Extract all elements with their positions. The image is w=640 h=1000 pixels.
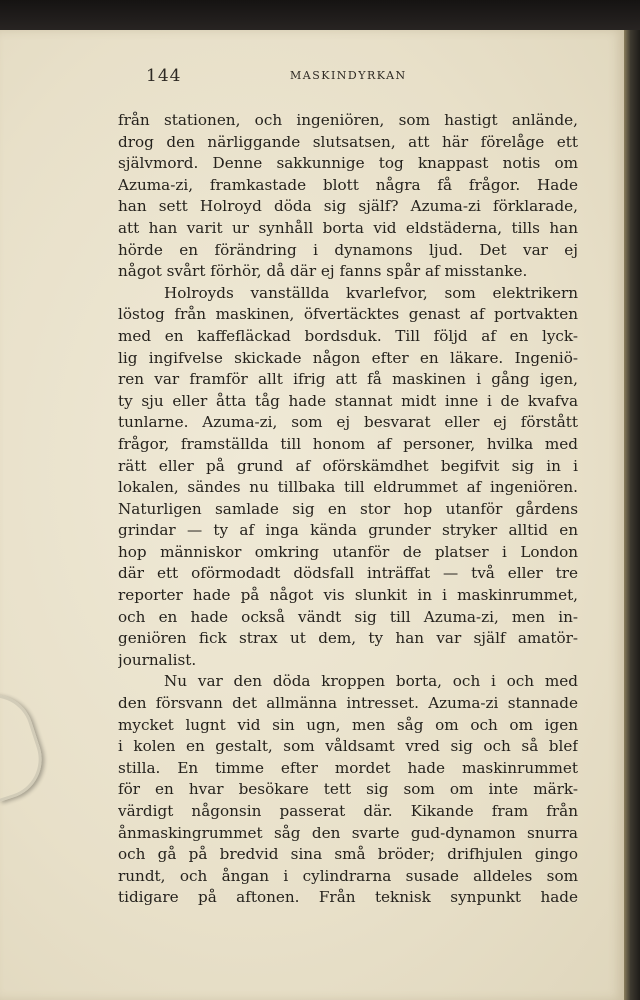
body-text xyxy=(118,110,578,909)
text-line: ren var framför allt ifrig att få maskinen i gång igen, xyxy=(118,370,578,389)
text-line: hop människor omkring utanför de platser i London xyxy=(118,542,578,561)
text-line: där ett oförmodadt dödsfall inträffat — två eller tre xyxy=(118,564,578,583)
text-line: lokalen, sändes nu tillbaka till eldrummet af ingeniören. xyxy=(118,478,578,497)
text-line: geniören fick strax ut dem, ty han var själf amatör- xyxy=(118,629,578,648)
text-line: värdigt någonsin passerat där. Kikande fram från xyxy=(118,802,578,820)
text-line: stilla. En timme efter mordet hade maskinrummet xyxy=(118,758,578,777)
text-line: reporter hade på något vis slunkit in i maskinrummet, xyxy=(118,586,578,605)
text-line: ånmaskingrummet såg den svarte gud-dynamon snurra xyxy=(118,823,578,842)
text-line: och en hade också vändt sig till Azuma-zi, men in- xyxy=(118,607,578,626)
text-line: självmord. Denne sakkunnige tog knappast notis om xyxy=(118,154,578,173)
text-line: Holroyds vanställda kvarlefvor, som elektrikern xyxy=(164,283,578,302)
text-line: tunlarne. Azuma-zi, som ej besvarat eller ej förstått xyxy=(118,413,578,432)
text-line: den försvann det allmänna intresset. Azuma-zi stannade xyxy=(118,694,578,713)
page-number: 144 xyxy=(146,66,182,86)
text-line: löstog från maskinen, öfvertäcktes genast af portvakten xyxy=(118,305,578,324)
text-line: rätt eller på grund af oförskämdhet begifvit sig in i xyxy=(118,456,578,475)
text-line: mycket lugnt vid sin ugn, men såg om och om igen xyxy=(118,715,578,734)
text-line: i kolen en gestalt, som våldsamt vred sig och så blef xyxy=(118,737,578,756)
text-line: från stationen, och ingeniören, som hastigt anlände, xyxy=(118,111,578,129)
text-line: att han varit ur synhåll borta vid eldstäderna, tills han xyxy=(118,218,578,237)
text-line: Azuma-zi, framkastade blott några få frågor. Hade xyxy=(118,175,578,194)
page-edge-shadow xyxy=(624,30,640,1000)
text-line: drog den närliggande slutsatsen, att här förelåge ett xyxy=(118,132,578,151)
text-line: frågor, framställda till honom af personer, hvilka med xyxy=(118,434,578,453)
text-line: hörde en förändring i dynamons ljud. Det var ej xyxy=(118,240,578,259)
text-line: ty sju eller åtta tåg hade stannat midt inne i de kvafva xyxy=(118,391,578,410)
text-line: med en kaffefläckad bordsduk. Till följd af en lyck- xyxy=(118,326,578,345)
text-line: något svårt förhör, då där ej fanns spår af misstanke. xyxy=(118,262,528,281)
text-line: för en hvar besökare tett sig som om inte märk- xyxy=(118,780,578,799)
text-line: rundt, och ångan i cylindrarna susade alldeles som xyxy=(118,866,578,885)
text-line: journalist. xyxy=(118,650,197,669)
text-line: Nu var den döda kroppen borta, och i och med xyxy=(164,672,578,691)
text-line: Naturligen samlade sig en stor hop utanför gårdens xyxy=(118,499,578,518)
text-line: grindar — ty af inga kända grunder stryker alltid en xyxy=(118,521,578,540)
running-head: MASKINDYRKAN xyxy=(290,69,407,82)
scanner-background-top xyxy=(0,0,640,34)
text-line: och gå på bredvid sina små bröder; drifhjulen gingo xyxy=(118,845,578,864)
text-line: han sett Holroyd döda sig själf? Azuma-zi förklarade, xyxy=(118,197,578,216)
page-header xyxy=(0,66,640,88)
text-line: lig ingifvelse skickade någon efter en läkare. Ingeniö- xyxy=(118,348,578,367)
text-line: tidigare på aftonen. Från teknisk synpunkt hade xyxy=(118,888,578,907)
